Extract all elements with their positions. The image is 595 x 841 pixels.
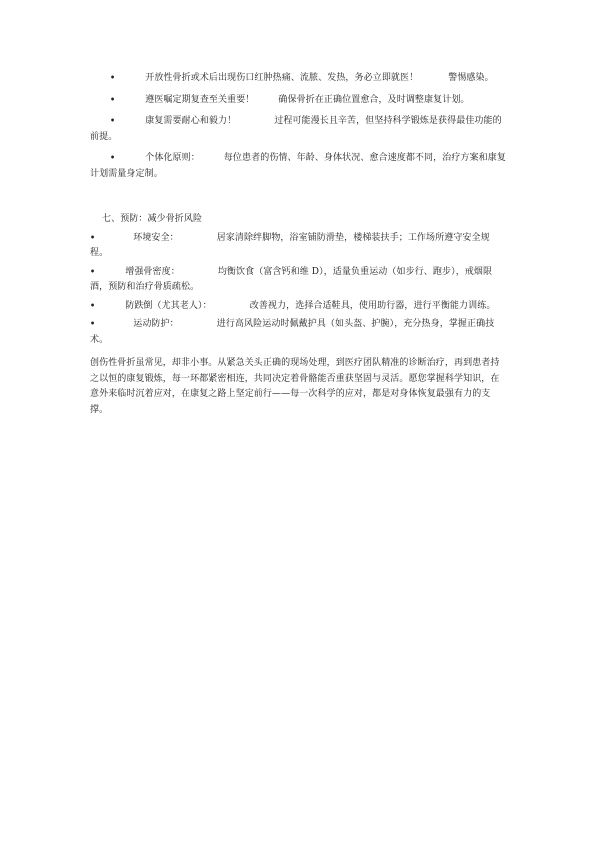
bullet-icon: • [90,299,96,310]
bullet-icon: • [90,318,96,328]
list-item-text: 确保骨折在正确位置愈合，及时调整康复计划。 [278,94,470,105]
section7 [90,212,506,348]
list-item-text: 均衡饮食（富含钙和维 D），适量负重运动（如步行、跑步），戒烟限酒，预防和治疗骨质疏松。 [90,266,493,292]
list-item-text: 居家清除绊脚物，浴室铺防滑垫，楼梯装扶手；工作场所遵守安全规程。 [90,232,490,258]
list-item [90,298,506,315]
list-item-label: 运动防护： [133,319,179,329]
list-item-label: 环境安全： [133,232,179,243]
bullet-icon: • [110,152,116,162]
bullet-icon: • [110,115,116,125]
list-item-label: 增强骨密度： [125,266,180,277]
list-item [90,113,506,145]
list-item-text: 改善视力，选择合适鞋具，使用助行器，进行平衡能力训练。 [249,300,496,311]
list-item [90,70,506,87]
conclusion [90,356,506,418]
section6-list [90,70,506,182]
list-item-label: 遵医嘱定期复查至关重要！ [145,94,255,105]
bullet-icon: • [90,231,96,242]
list-item-label: 防跌倒（尤其老人）： [125,300,212,311]
list-item-label: 开放性骨折或术后出现伤口红肿热痛、流脓、发热，务必立即就医！ [145,73,419,83]
section-heading [90,212,506,228]
list-item [90,92,506,109]
list-item [90,230,506,262]
section-heading-text: 七、预防：减少骨折风险 [102,214,203,224]
list-item-text: 每位患者的伤情、年龄、身体状况、愈合速度都不同，治疗方案和康复计划需量身定制。 [90,153,506,179]
bullet-icon: • [110,93,116,104]
list-item [90,264,506,296]
list-item-text: 过程可能漫长且辛苦，但坚持科学锻炼是获得最佳功能的前提。 [90,116,502,142]
bullet-icon: • [90,265,96,276]
list-item [90,150,506,182]
bullet-icon: • [110,72,116,82]
list-item-text: 警惕感染。 [448,73,494,83]
list-item [90,316,506,348]
list-item-text: 进行高风险运动时佩戴护具（如头盔、护腕），充分热身，掌握正确技术。 [90,319,495,345]
list-item-label: 康复需要耐心和毅力！ [145,116,237,126]
conclusion-paragraph: 创伤性骨折虽常见，却非小事。从紧急关头正确的现场处理，到医疗团队精准的诊断治疗，再到患者持之以恒的康复锻炼，每一环都紧密相连，共同决定着骨骼能否重获坚固与灵活。愿您掌握科学知识，在意外来临时沉着应对，在康复之路上坚定前行——每一次科学的应对，都是对身体恢复最强有力的支撑。 [90,358,500,415]
list-item-label: 个体化原则： [145,153,200,163]
